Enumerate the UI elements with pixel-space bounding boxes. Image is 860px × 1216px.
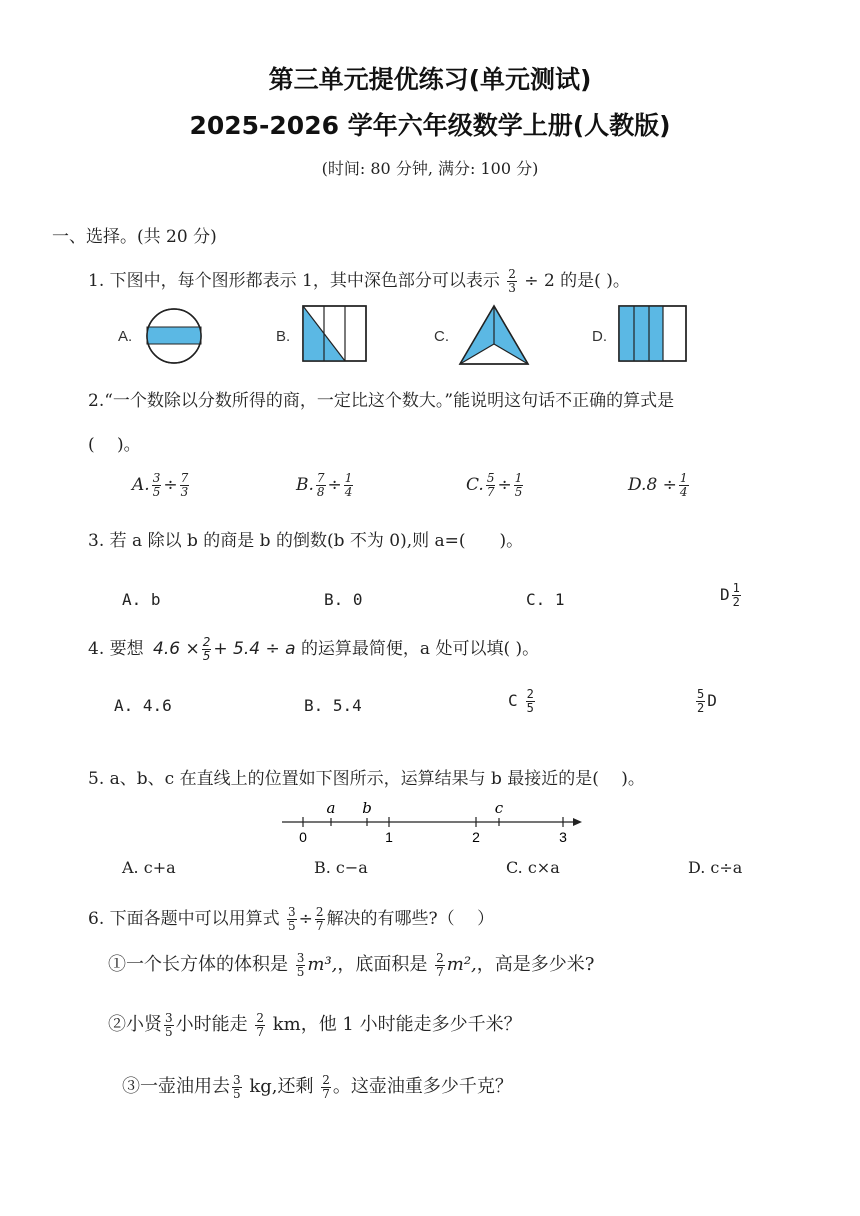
q5-number-line <box>278 796 588 846</box>
question-6: 6. 下面各题中可以用算式 $\frac{3}{5}$ ÷ $\frac{2}{7}$ 解决的有哪些?（ ） <box>88 905 495 933</box>
q2-option-a: A. $\frac{3}{5}$ ÷ $\frac{7}{3}$ <box>132 471 189 499</box>
q5-point-c: c <box>494 799 504 817</box>
page-subtitle-year: 2025-2026 学年六年级数学上册(人教版) <box>189 111 671 140</box>
q6-item-1: ①一个长方体的体积是 $\frac{3}{5}$ m³,，底面积是 $\frac{2}{7}$ m²,，高是多少米? <box>108 950 595 979</box>
q1-text: 1. 下图中，每个图形都表示 1，其中深色部分可以表示 <box>88 271 500 291</box>
q1-option-c-triangle <box>458 304 530 366</box>
q6-item-3: ③一壶油用去 $\frac{3}{5}$ kg,还剩 $\frac{2}{7}$ 。这壶油重多少千克？ <box>122 1072 513 1101</box>
q5-tick-0: 0 <box>299 829 307 845</box>
q5-option-d: D. c÷a <box>688 858 743 877</box>
question-1 <box>88 266 630 295</box>
q6-item-2: ②小贤 $\frac{3}{5}$ 小时能走 $\frac{2}{7}$ km，他 1 小时能走多少千米？ <box>108 1010 522 1039</box>
page-title: 第三单元提优练习(单元测试) <box>268 65 592 94</box>
q1-option-d-label: D. <box>592 328 607 345</box>
q2-option-d: D.8 ÷ $\frac{1}{4}$ <box>628 471 688 499</box>
q1-option-a-circle <box>144 308 204 364</box>
q4-option-c: C $\frac{2}{5}$ <box>508 687 534 715</box>
q3-option-d: D $\frac{1}{2}$ <box>720 581 740 609</box>
q5-tick-3: 3 <box>559 829 567 845</box>
q5-point-a: a <box>326 799 336 817</box>
question-4: 4. 要想 4.6 × $\frac{2}{5}$ + 5.4 ÷ a 的运算最简便，a 处可以填( )。 <box>88 634 540 663</box>
q5-tick-2: 2 <box>472 829 480 845</box>
q1-option-c-label: C. <box>434 328 449 345</box>
q3-option-a: A. b <box>122 590 161 609</box>
q1-option-a-label: A. <box>118 328 133 345</box>
q1-option-d-rect <box>618 305 688 363</box>
q5-tick-1: 1 <box>385 829 393 845</box>
q2-option-c: C. $\frac{5}{7}$ ÷ $\frac{1}{5}$ <box>466 471 523 499</box>
q3-option-b: B. 0 <box>324 590 363 609</box>
q1-text-end: ÷ 2 的是( )。 <box>524 271 630 291</box>
question-2: 2.“一个数除以分数所得的商，一定比这个数大。”能说明这句话不正确的算式是 <box>88 391 675 411</box>
q1-option-b-rect <box>302 305 368 363</box>
q1-fraction: $\frac{2}{3}$ <box>508 267 516 295</box>
q4-expression: 4.6 × $\frac{2}{5}$ + 5.4 ÷ a <box>153 634 296 663</box>
q4-option-d: $\frac{5}{2}$ D <box>697 687 717 715</box>
exam-info: (时间: 80 分钟, 满分: 100 分) <box>321 159 539 178</box>
q5-option-c: C. c×a <box>506 858 560 877</box>
q4-option-b: B. 5.4 <box>304 696 362 715</box>
q5-option-b: B. c−a <box>314 858 368 877</box>
q3-option-c: C. 1 <box>526 590 565 609</box>
question-5: 5. a、b、c 在直线上的位置如下图所示，运算结果与 b 最接近的是( )。 <box>88 769 645 789</box>
q5-point-b: b <box>362 799 372 817</box>
q2-option-b: B. $\frac{7}{8}$ ÷ $\frac{1}{4}$ <box>296 471 353 499</box>
q4-option-a: A. 4.6 <box>114 696 172 715</box>
q1-option-b-label: B. <box>276 328 291 345</box>
q5-option-a: A. c+a <box>122 858 176 877</box>
section-heading: 一、选择。(共 20 分) <box>52 227 217 247</box>
question-2-blank: ( )。 <box>88 435 141 455</box>
question-3: 3. 若 a 除以 b 的商是 b 的倒数(b 不为 0),则 a=( )。 <box>88 531 524 551</box>
